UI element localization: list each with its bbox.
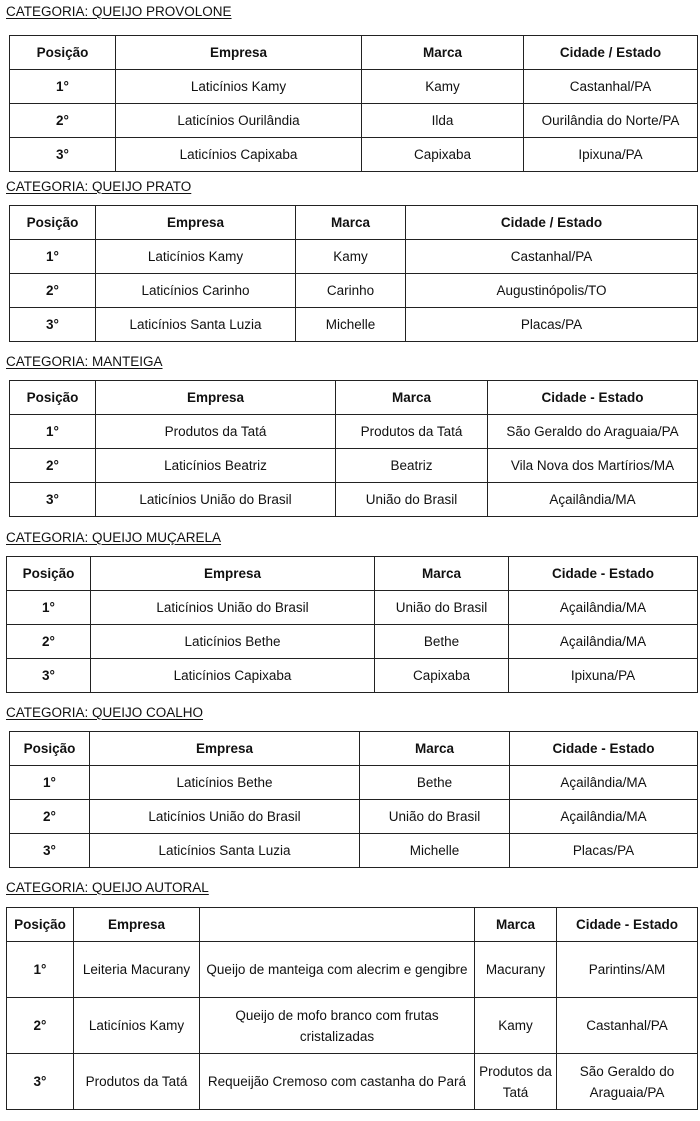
- brand-cell: União do Brasil: [360, 800, 510, 834]
- brand-cell: Capixaba: [375, 659, 509, 693]
- company-cell: Produtos da Tatá: [96, 415, 336, 449]
- brand-cell: Kamy: [362, 70, 524, 104]
- position-cell: 1°: [10, 415, 96, 449]
- ranking-table-prato: [9, 205, 698, 342]
- position-cell: 2°: [10, 274, 96, 308]
- company-cell: Laticínios Ourilândia: [116, 104, 362, 138]
- brand-cell: União do Brasil: [375, 591, 509, 625]
- city-state-cell: Castanhal/PA: [524, 70, 698, 104]
- category-title-manteiga: CATEGORIA: MANTEIGA: [6, 354, 163, 369]
- city-state-cell: Castanhal/PA: [406, 240, 698, 274]
- company-cell: Laticínios Beatriz: [96, 449, 336, 483]
- brand-cell: Capixaba: [362, 138, 524, 172]
- brand-cell: Produtos da Tatá: [336, 415, 488, 449]
- table-row: [7, 998, 698, 1054]
- column-header: Cidade - Estado: [509, 557, 698, 591]
- column-header: Empresa: [116, 36, 362, 70]
- column-header: Marca: [475, 908, 557, 942]
- brand-cell: Bethe: [375, 625, 509, 659]
- company-cell: Laticínios Santa Luzia: [90, 834, 360, 868]
- table-row: [10, 138, 698, 172]
- brand-cell: Michelle: [296, 308, 406, 342]
- company-cell: Laticínios Kamy: [74, 998, 200, 1054]
- table-row: [10, 274, 698, 308]
- position-cell: 3°: [10, 308, 96, 342]
- city-state-cell: Ourilândia do Norte/PA: [524, 104, 698, 138]
- column-header: Cidade / Estado: [524, 36, 698, 70]
- ranking-table-provolone: [9, 35, 698, 172]
- city-state-cell: São Geraldo do Araguaia/PA: [488, 415, 698, 449]
- position-cell: 2°: [10, 104, 116, 138]
- city-state-cell: Açailândia/MA: [509, 625, 698, 659]
- position-cell: 2°: [7, 998, 74, 1054]
- table-header-row: [10, 381, 698, 415]
- ranking-table-coalho: [9, 731, 698, 868]
- table-row: [7, 1054, 698, 1110]
- table-row: [10, 308, 698, 342]
- table-header-row: [7, 908, 698, 942]
- column-header: Empresa: [91, 557, 375, 591]
- position-cell: 1°: [7, 591, 91, 625]
- position-cell: 3°: [10, 138, 116, 172]
- table-row: [10, 834, 698, 868]
- table-row: [7, 942, 698, 998]
- city-state-cell: Açailândia/MA: [488, 483, 698, 517]
- column-header: Marca: [362, 36, 524, 70]
- column-header: Posição: [7, 557, 91, 591]
- company-cell: Laticínios Capixaba: [91, 659, 375, 693]
- company-cell: Laticínios Kamy: [96, 240, 296, 274]
- company-cell: Laticínios Carinho: [96, 274, 296, 308]
- city-state-cell: Açailândia/MA: [510, 800, 698, 834]
- company-cell: Laticínios Capixaba: [116, 138, 362, 172]
- table-header-row: [7, 557, 698, 591]
- category-title-mucarela: CATEGORIA: QUEIJO MUÇARELA: [6, 530, 222, 545]
- table-row: [10, 415, 698, 449]
- brand-cell: Bethe: [360, 766, 510, 800]
- table-header-row: [10, 206, 698, 240]
- position-cell: 3°: [7, 659, 91, 693]
- city-state-cell: Augustinópolis/TO: [406, 274, 698, 308]
- table-row: [7, 591, 698, 625]
- company-cell: Laticínios União do Brasil: [90, 800, 360, 834]
- table-row: [10, 104, 698, 138]
- column-header: Empresa: [96, 206, 296, 240]
- category-title-autoral: CATEGORIA: QUEIJO AUTORAL: [6, 880, 209, 895]
- column-header: Posição: [10, 206, 96, 240]
- category-title-prato: CATEGORIA: QUEIJO PRATO: [6, 179, 192, 194]
- city-state-cell: Parintins/AM: [557, 942, 698, 998]
- brand-cell: Carinho: [296, 274, 406, 308]
- city-state-cell: Açailândia/MA: [510, 766, 698, 800]
- column-header: Posição: [10, 381, 96, 415]
- column-header: Cidade / Estado: [406, 206, 698, 240]
- position-cell: 3°: [7, 1054, 74, 1110]
- column-header: Marca: [360, 732, 510, 766]
- column-header: Posição: [10, 732, 90, 766]
- table-row: [7, 659, 698, 693]
- brand-cell: Macurany: [475, 942, 557, 998]
- brand-cell: Beatriz: [336, 449, 488, 483]
- column-header: Cidade - Estado: [510, 732, 698, 766]
- position-cell: 1°: [10, 766, 90, 800]
- column-header: Empresa: [90, 732, 360, 766]
- ranking-table-mucarela: [6, 556, 698, 693]
- company-cell: Laticínios Bethe: [90, 766, 360, 800]
- city-state-cell: Placas/PA: [510, 834, 698, 868]
- category-title-coalho: CATEGORIA: QUEIJO COALHO: [6, 705, 204, 720]
- city-state-cell: Açailândia/MA: [509, 591, 698, 625]
- city-state-cell: Ipixuna/PA: [524, 138, 698, 172]
- column-header: Marca: [375, 557, 509, 591]
- company-cell: Leiteria Macurany: [74, 942, 200, 998]
- city-state-cell: Vila Nova dos Martírios/MA: [488, 449, 698, 483]
- company-cell: Laticínios União do Brasil: [96, 483, 336, 517]
- ranking-table-autoral: [6, 907, 698, 1110]
- table-row: [10, 70, 698, 104]
- company-cell: Produtos da Tatá: [74, 1054, 200, 1110]
- city-state-cell: São Geraldo do Araguaia/PA: [557, 1054, 698, 1110]
- product-cell: Requeijão Cremoso com castanha do Pará: [200, 1054, 475, 1110]
- table-row: [10, 800, 698, 834]
- category-title-provolone: CATEGORIA: QUEIJO PROVOLONE: [6, 4, 232, 19]
- company-cell: Laticínios Kamy: [116, 70, 362, 104]
- column-header: Marca: [296, 206, 406, 240]
- company-cell: Laticínios Santa Luzia: [96, 308, 296, 342]
- brand-cell: Produtos da Tatá: [475, 1054, 557, 1110]
- brand-cell: União do Brasil: [336, 483, 488, 517]
- column-header: Empresa: [96, 381, 336, 415]
- column-header: [200, 908, 475, 942]
- table-row: [10, 766, 698, 800]
- company-cell: Laticínios Bethe: [91, 625, 375, 659]
- city-state-cell: Placas/PA: [406, 308, 698, 342]
- table-header-row: [10, 36, 698, 70]
- table-row: [10, 483, 698, 517]
- position-cell: 1°: [10, 70, 116, 104]
- column-header: Empresa: [74, 908, 200, 942]
- city-state-cell: Castanhal/PA: [557, 998, 698, 1054]
- position-cell: 3°: [10, 483, 96, 517]
- table-row: [10, 449, 698, 483]
- table-row: [7, 625, 698, 659]
- brand-cell: Kamy: [475, 998, 557, 1054]
- table-header-row: [10, 732, 698, 766]
- product-cell: Queijo de manteiga com alecrim e gengibre: [200, 942, 475, 998]
- position-cell: 3°: [10, 834, 90, 868]
- column-header: Cidade - Estado: [557, 908, 698, 942]
- ranking-table-manteiga: [9, 380, 698, 517]
- position-cell: 2°: [10, 449, 96, 483]
- column-header: Marca: [336, 381, 488, 415]
- brand-cell: Michelle: [360, 834, 510, 868]
- company-cell: Laticínios União do Brasil: [91, 591, 375, 625]
- column-header: Cidade - Estado: [488, 381, 698, 415]
- position-cell: 2°: [10, 800, 90, 834]
- brand-cell: Kamy: [296, 240, 406, 274]
- position-cell: 1°: [7, 942, 74, 998]
- column-header: Posição: [10, 36, 116, 70]
- city-state-cell: Ipixuna/PA: [509, 659, 698, 693]
- table-row: [10, 240, 698, 274]
- product-cell: Queijo de mofo branco com frutas cristalizadas: [200, 998, 475, 1054]
- position-cell: 1°: [10, 240, 96, 274]
- position-cell: 2°: [7, 625, 91, 659]
- column-header: Posição: [7, 908, 74, 942]
- brand-cell: Ilda: [362, 104, 524, 138]
